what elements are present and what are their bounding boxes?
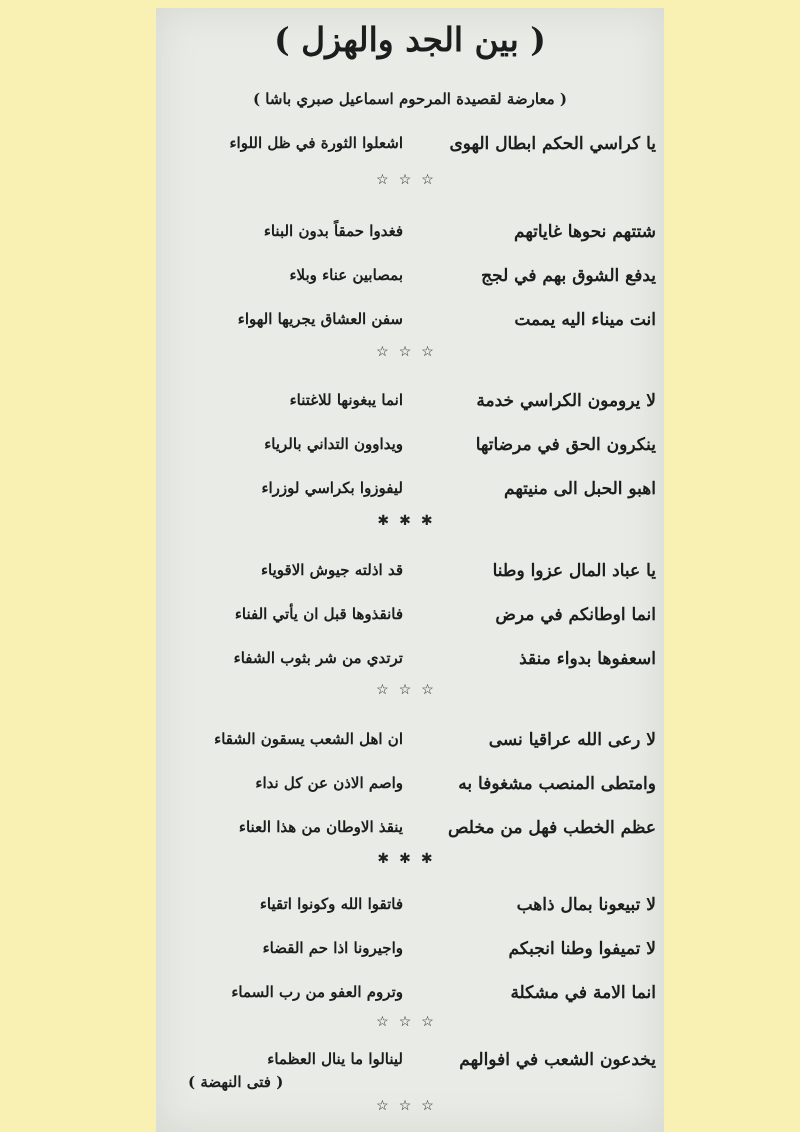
star-separator: ✱✱✱ [377,513,443,529]
verse [156,214,664,258]
second-hemistich: ان اهل الشعب يسقون الشقاء [214,730,403,748]
first-hemistich: انما اوطانكم في مرض [495,605,656,625]
verse [156,931,664,975]
first-hemistich: يا كراسي الحكم ابطال الهوى [449,134,656,154]
second-hemistich: انما يبغونها للاغتناء [289,391,403,409]
first-hemistich: يدفع الشوق بهم في لجج [481,266,656,286]
second-hemistich: بمصابين عناء وبلاء [289,266,403,284]
second-hemistich: قد اذلته جيوش الاقوياء [261,561,403,579]
verse [156,471,664,515]
verse [156,302,664,346]
first-hemistich: شتتهم نحوها غاياتهم [514,222,656,242]
second-hemistich: واصم الاذن عن كل نداء [255,774,403,792]
second-hemistich: لينالوا ما ينال العظماء [267,1050,403,1068]
second-hemistich: وتروم العفو من رب السماء [231,983,403,1001]
second-hemistich: ويداوون التداني بالرياء [264,435,403,453]
first-hemistich: اهبو الحبل الى منيتهم [504,479,656,499]
verse [156,597,664,641]
star-separator: ☆☆☆ [376,172,444,188]
poem-title: ( بين الجد والهزل ) [274,20,546,59]
star-separator: ☆☆☆ [376,1098,444,1114]
poem-subtitle: ( معارضة لقصيدة المرحوم اسماعيل صبري باشا ) [252,90,567,108]
verse [156,887,664,931]
stanza [156,214,664,346]
verse [156,975,664,1019]
verse [156,641,664,685]
star-separator: ☆☆☆ [376,1014,444,1030]
newspaper-clipping [156,8,664,1132]
stanza [156,722,664,854]
second-hemistich: ينقذ الاوطان من هذا العناء [238,818,403,836]
second-hemistich: واجيرونا اذا حم القضاء [262,939,403,957]
second-hemistich: فاتقوا الله وكونوا اتقياء [259,895,403,913]
second-hemistich: فانقذوها قبل ان يأتي الفناء [234,605,403,623]
second-hemistich: ترتدي من شر بثوب الشفاء [233,649,403,667]
first-hemistich: يخدعون الشعب في افوالهم [459,1050,656,1070]
verse [156,766,664,810]
first-hemistich: لا تميفوا وطنا انجبكم [508,939,656,959]
star-separator: ☆☆☆ [376,682,444,698]
verse [156,722,664,766]
verse [156,553,664,597]
first-hemistich: ينكرون الحق في مرضاتها [475,435,656,455]
verse [156,258,664,302]
verse [156,383,664,427]
second-hemistich: سفن العشاق يجريها الهواء [237,310,403,328]
stanza [156,383,664,515]
first-hemistich: لا تبيعونا بمال ذاهب [516,895,656,915]
first-hemistich: اسعفوها بدواء منقذ [519,649,656,669]
second-hemistich: ليفوزوا بكراسي لوزراء [261,479,403,497]
stanza [156,553,664,685]
opening-verse [156,126,664,170]
stanza [156,887,664,1019]
first-hemistich: لا رعى الله عراقيا نسى [488,730,656,750]
first-hemistich: انما الامة في مشكلة [510,983,656,1003]
first-hemistich: انت ميناء اليه يممت [514,310,656,330]
verse [156,427,664,471]
author-signature: ( فتى النهضة ) [188,1073,284,1091]
first-hemistich: يا عباد المال عزوا وطنا [492,561,656,581]
verse [156,126,664,170]
verse [156,810,664,854]
first-hemistich: لا يرومون الكراسي خدمة [476,391,656,411]
star-separator: ☆☆☆ [376,344,444,360]
second-hemistich: اشعلوا الثورة في ظل اللواء [229,134,403,152]
first-hemistich: عظم الخطب فهل من مخلص [447,818,656,838]
second-hemistich: فغدوا حمقاً بدون البناء [263,222,403,240]
star-separator: ✱✱✱ [377,851,443,867]
first-hemistich: وامتطى المنصب مشغوفا به [458,774,656,794]
